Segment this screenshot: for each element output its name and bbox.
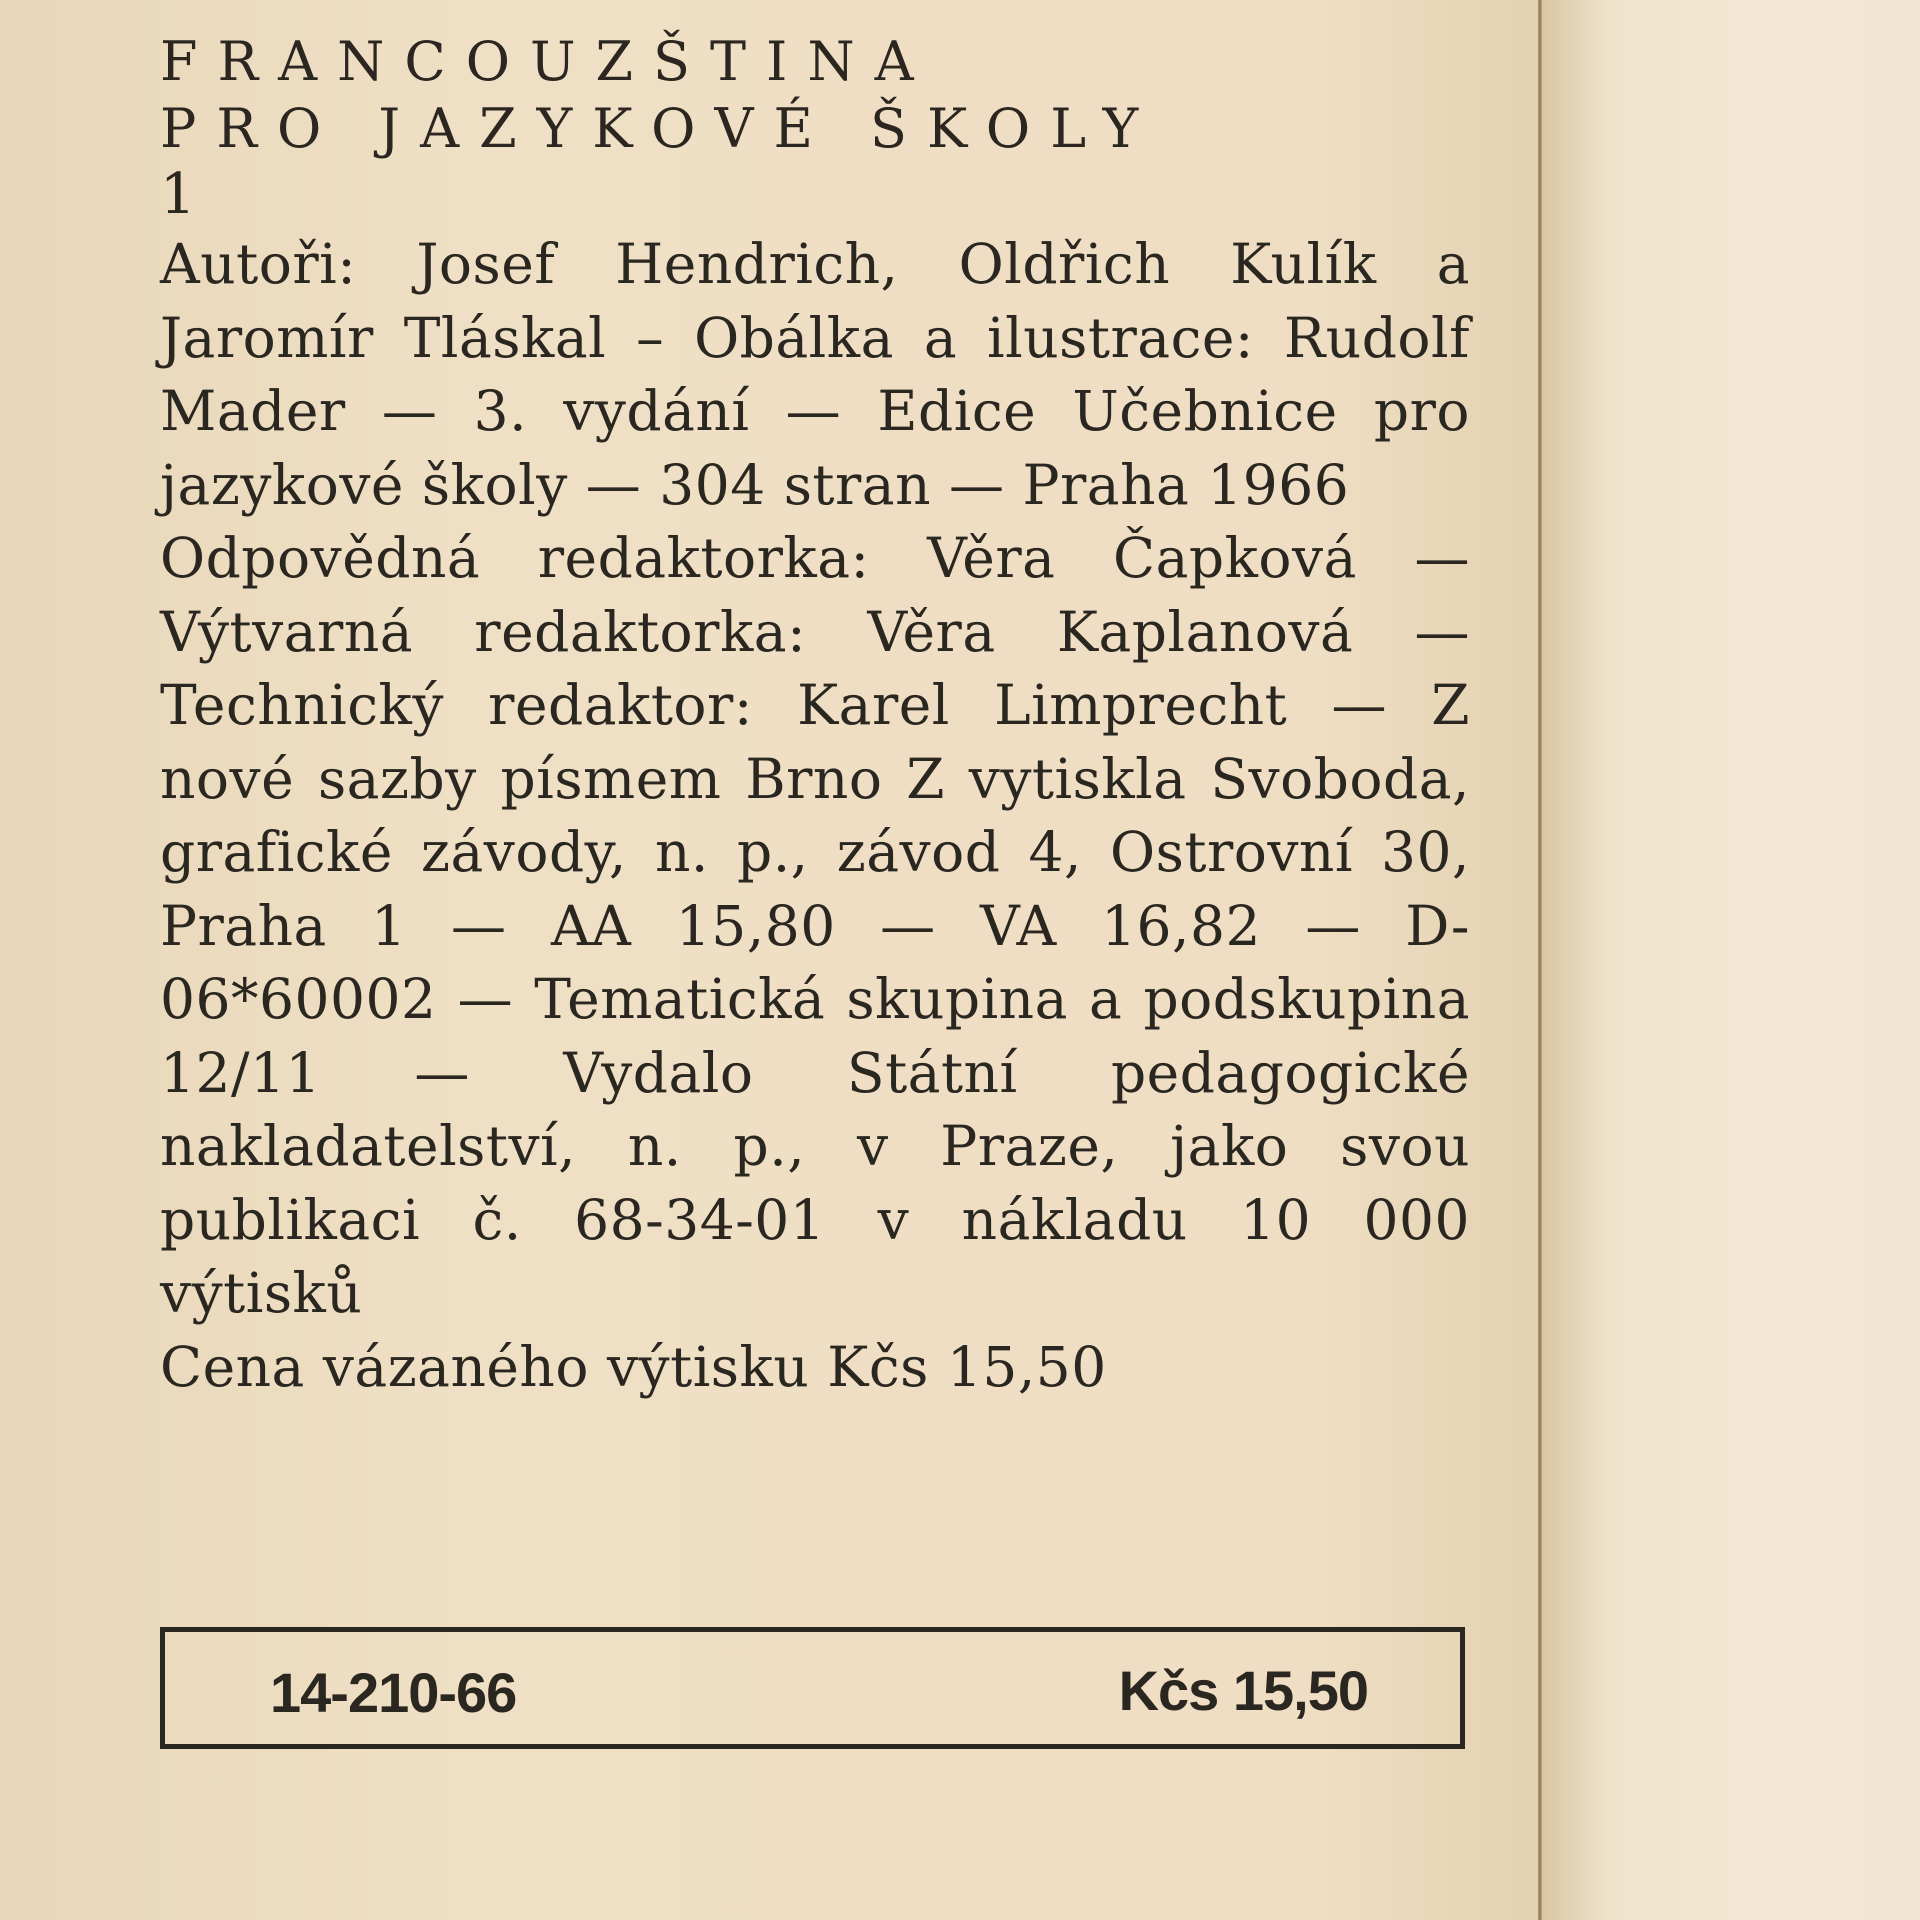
volume-number: 1 <box>160 162 196 227</box>
bound-copy-price: Cena vázaného výtisku Kčs 15,50 <box>160 1334 1107 1399</box>
box-price: Kčs 15,50 <box>1118 1659 1368 1722</box>
book-subtitle: PRO JAZYKOVÉ ŠKOLY <box>160 97 1159 160</box>
production-paragraph: Odpovědná redaktorka: Věra Čapková — Výtvarná redaktorka: Věra Kaplanová — Technický redaktor: Karel Limprecht — Z nové sazby písmem Brno Z vytiskla Svoboda, grafické závody, n. p., závod 4, Ostrovní 30, Praha 1 — AA 15,80 — VA 16,82 — D-06*60002 — Tematická skupina a podskupina 12/11 — Vydalo Státní pedagogické nakladatelství, n. p., v Praze, jako svou publikaci č. 68-34-01 v nákladu 10 000 výtisků <box>160 526 1470 1325</box>
credits-paragraph: Autoři: Josef Hendrich, Oldřich Kulík a Jaromír Tláskal – Obálka a ilustrace: Rudolf Mader — 3. vydání — Edice Učebnice pro jazykové školy — 304 stran — Praha 1966 <box>160 232 1470 517</box>
right-page <box>1542 0 1920 1920</box>
price-box <box>160 1627 1465 1749</box>
book-title: FRANCOUZŠTINA <box>160 30 934 93</box>
imprint-block <box>160 0 1470 1404</box>
catalog-code: 14-210-66 <box>270 1661 517 1724</box>
